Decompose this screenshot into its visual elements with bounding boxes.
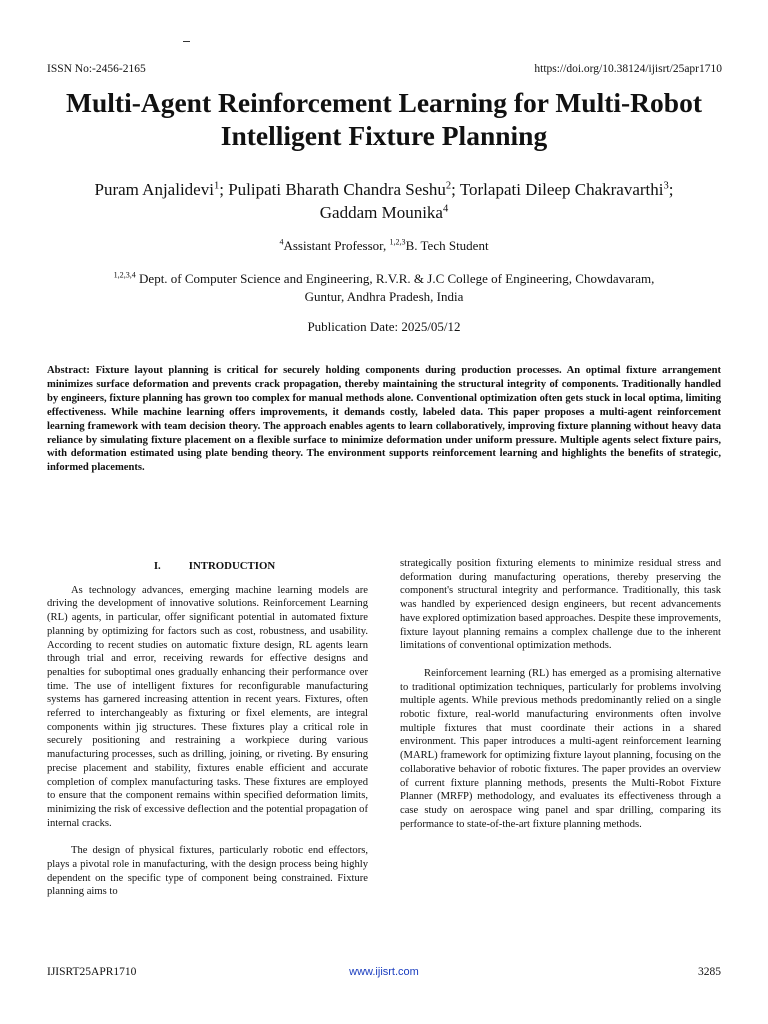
role-superscript: 4 [279,237,284,247]
affiliation-line: Dept. of Computer Science and Engineering, R.V.R. & J.C College of Engineering, Chowdavaram, [135,271,655,286]
author-name: Puram Anjalidevi [94,180,214,199]
author-superscript: 2 [445,180,452,192]
author-separator: ; [219,180,229,199]
footer-website-link[interactable]: www.ijisrt.com [349,966,419,978]
body-paragraph: strategically position fixturing elements to minimize residual stress and deformation during manufacturing operations, thereby preserving the component's structural integrity and performance. Traditionally, this task was handled by experienced design engineers, but recent advancements have explored optimization based approaches. Despite these improvements, fixture layout planning remains a complex challenge due to the inherent limitations of conventional optimization methods. [400,558,721,652]
body-paragraph: Reinforcement learning (RL) has emerged as a promising alternative to traditional optimization techniques, particularly for problems involving multiple agents. While previous methods predominantly relied on a single robotic fixture, real-world manufacturing environments often involve multiple fixtures that must coordinate their actions in a shared environment. This paper introduces a multi-agent reinforcement learning (MARL) framework for optimizing fixture layout planning, focusing on the collaborative behavior of robotic fixtures. The paper provides an overview of current fixture planning methods, presents the Multi-Robot Fixture Planner (MRFP) methodology, and evaluates its effectiveness through a case study on aerospace wing panel and spar drilling, comparing its performance to state-of-the-art fixture planning methods. [400,667,721,830]
author-separator: ; [668,180,674,199]
body-paragraph: The design of physical fixtures, particularly robotic end effectors, plays a pivotal role in manufacturing, with the design process being highly dependent on the specific type of component being constrained. Fixture planning aims to [47,845,368,898]
author-superscript: 4 [442,203,449,215]
footer-paper-id: IJISRT25APR1710 [47,966,137,978]
publication-date: Publication Date: 2025/05/12 [307,319,461,334]
section-number: I. [153,560,161,572]
decorative-dash [183,41,190,42]
author-separator: ; [451,180,460,199]
left-column [47,560,368,913]
affiliation-superscript: 1,2,3,4 [113,270,136,280]
issn-number: ISSN No:-2456-2165 [47,63,146,75]
section-title: INTRODUCTION [188,560,276,572]
author-superscript: 3 [663,180,669,192]
doi-link[interactable]: https://doi.org/10.38124/ijisrt/25apr1710 [534,63,722,75]
affiliation [40,270,728,306]
author-name: Torlapati Dileep Chakravarthi [459,180,664,199]
author-roles [40,238,728,254]
author-list [40,178,728,224]
role-superscript: 1,2,3 [389,237,406,247]
affiliation-line: Guntur, Andhra Pradesh, India [304,289,464,304]
abstract: Abstract: Fixture layout planning is critical for securely holding components during production processes. An optimal fixture arrangement minimizes surface deformation and prevents crack propagation, thereby maintaining the structural integrity of components. Traditionally handled by engineers, fixture planning has grown too complex for manual methods alone. Conventional optimization often gets stuck in local optima, limiting effectiveness. While machine learning offers improvements, it demands costly, labeled data. This paper proposes a multi-agent reinforcement learning framework with team decision theory. The approach enables agents to learn collaboratively, improving fixture planning without heavy data reliance by simulating fixture placement on a flexible surface to minimize deformation under uniform pressure. Multiple agents select fixture pairs, with deformation estimated using plate bending theory. The environment supports reinforcement learning and highlights the benefits of strategic, informed placements. [47,365,721,474]
section-heading [47,560,368,574]
footer-page-number: 3285 [698,966,721,978]
role-text: Assistant Professor, [283,238,390,253]
role-text: B. Tech Student [405,238,489,253]
paper-title: Multi-Agent Reinforcement Learning for Multi-Robot Intelligent Fixture Planning [66,87,702,151]
author-name: Pulipati Bharath Chandra Seshu [228,180,446,199]
right-column [400,557,721,845]
body-paragraph: As technology advances, emerging machine learning models are driving the development of innovative solutions. Reinforcement Learning (RL) agents, in particular, offer significant potential in automated fixture planning by optimizing for factors such as cost, robustness, and usability. According to recent studies on automatic fixture design, RL agents learn through trial and error, receiving rewards for effective designs and penalties for suboptimal ones gradually enhancing their performance over time. The use of intelligent fixtures for reconfigurable manufacturing systems has garnered increasing attention in recent years. Fixtures, often referred to interchangeably as fixturing or fixel elements, are integral components within jig structures. These fixtures play a critical role in securely positioning and restraining a workpiece during various manufacturing processes, such as drilling, joining, or riveting. By ensuring precise placement and stability, fixtures enable efficient and accurate completion of complex manufacturing tasks. These fixtures are employed to ensure that the component remains within specified deformation limits, minimizing the risk of excessive deflection and the potential propagation of internal cracks. [47,584,368,829]
author-superscript: 1 [213,180,220,192]
author-name: Gaddam Mounika [319,203,443,222]
